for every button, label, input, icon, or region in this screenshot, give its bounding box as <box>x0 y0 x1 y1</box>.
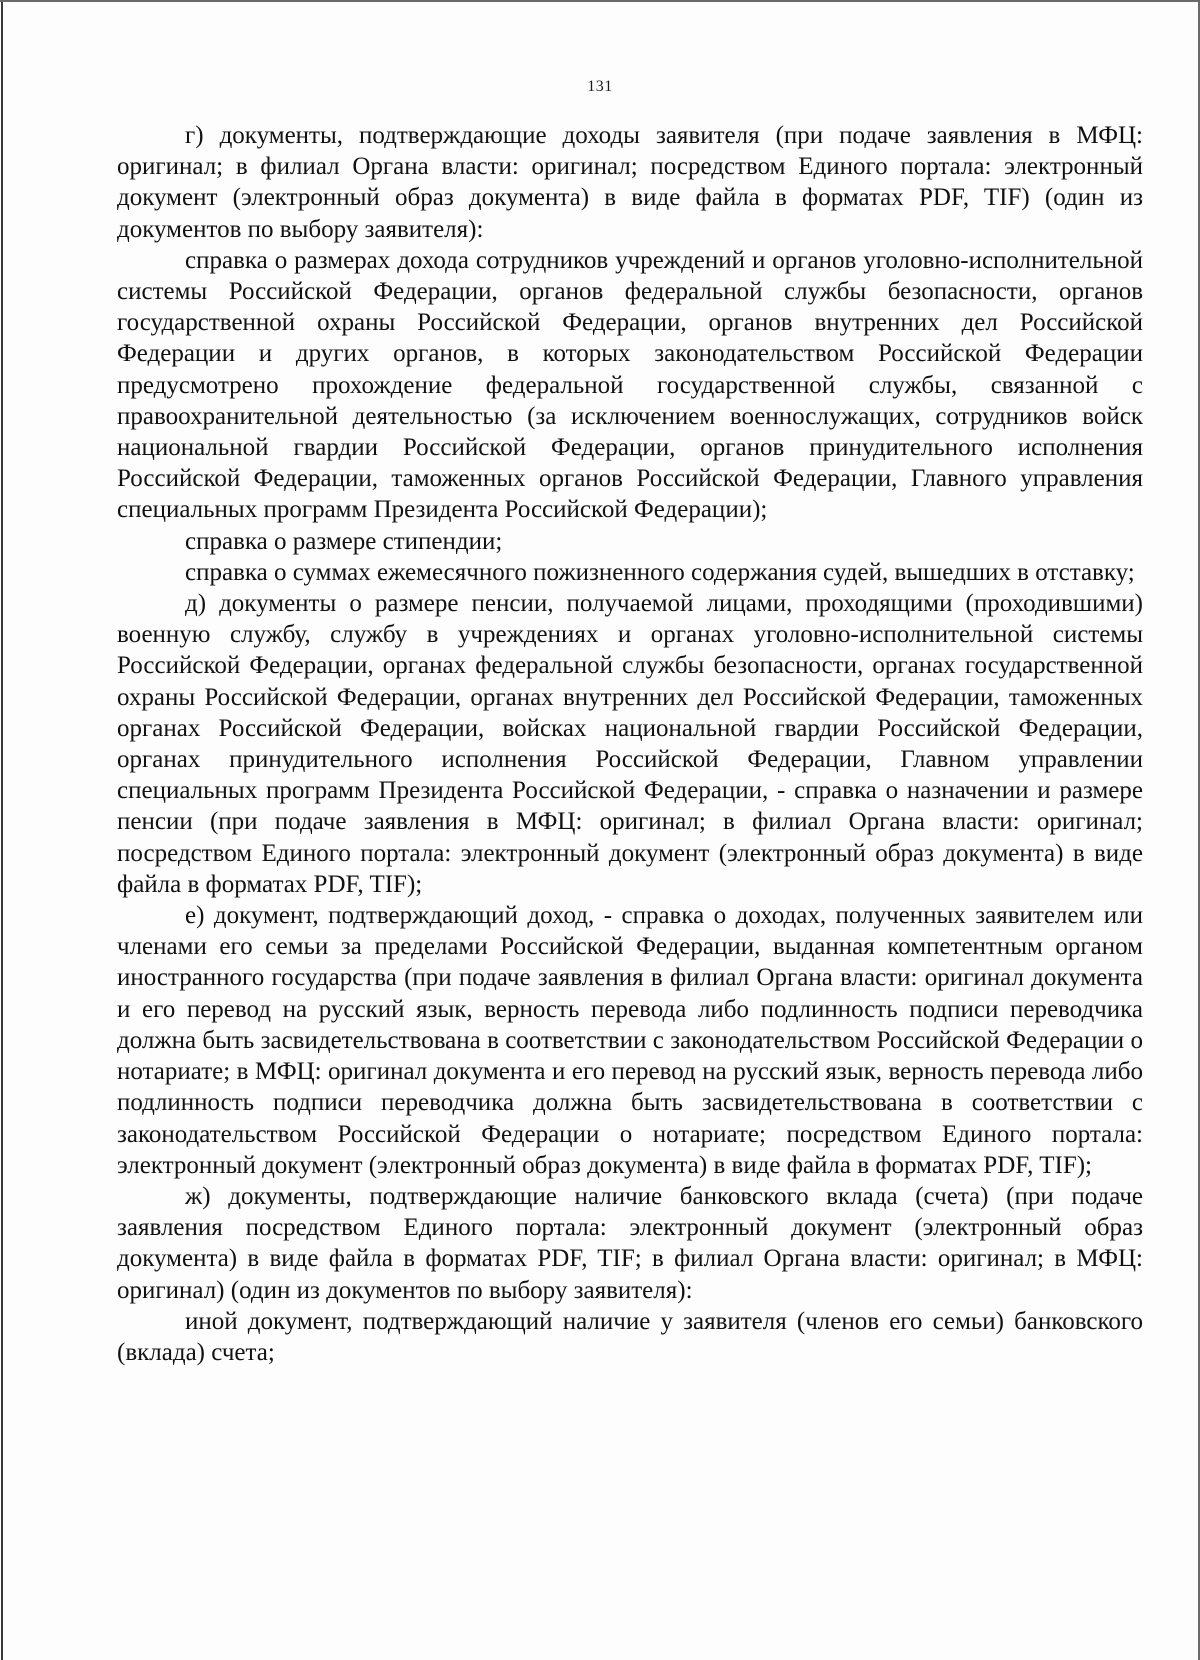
page-number: 131 <box>587 78 613 95</box>
paragraph-other-document: иной документ, подтверждающий наличие у заявителя (членов его семьи) банковского (вклада) счета; <box>117 1307 1143 1366</box>
scan-edge-top <box>0 0 1200 2</box>
paragraph-g: г) документы, подтверждающие доходы заявителя (при подаче заявления в МФЦ: оригинал; в филиал Органа власти: оригинал; посредством Единого портала: электронный документ (электронный образ документа) в виде файла в форматах PDF, TIF) (один из документов по выбору заявителя): <box>117 122 1143 243</box>
paragraph-judges-allowance: справка о суммах ежемесячного пожизненного содержания судей, вышедших в отставку; <box>185 558 1135 586</box>
paragraph-income-certificate: справка о размерах дохода сотрудников учреждений и органов уголовно-исполнительной системы Российской Федерации, органов федеральной службы безопасности, органов государственной охраны Российской Федерации, органов внутренних дел Российской Федерации и других органов, в которых законодательством Российской Федерации предусмотрено прохождение федеральной государственной службы, связанной с правоохранительной деятельностью (за исключением военнослужащих, сотрудников войск национальной гвардии Российской Федерации, органов принудительного исполнения Российской Федерации, таможенных органов Российской Федерации, Главного управления специальных программ Президента Российской Федерации); <box>117 246 1143 524</box>
paragraph-d: д) документы о размере пенсии, получаемой лицами, проходящими (проходившими) военную службу, службу в учреждениях и органах уголовно-исполнительной системы Российской Федерации, органах федеральной службы безопасности, органах государственной охраны Российской Федерации, органах внутренних дел Российской Федерации, таможенных органах Российской Федерации, войсках национальной гвардии Российской Федерации, органах принудительного исполнения Российской Федерации, Главном управлении специальных программ Президента Российской Федерации, - справка о назначении и размере пенсии (при подаче заявления в МФЦ: оригинал; в филиал Органа власти: оригинал; посредством Единого портала: электронный документ (электронный образ документа) в виде файла в форматах PDF, TIF); <box>117 590 1143 898</box>
paragraph-e: е) документ, подтверждающий доход, - справка о доходах, полученных заявителем или членами его семьи за пределами Российской Федерации, выданная компетентным органом иностранного государства (при подаче заявления в филиал Органа власти: оригинал документа и его перевод на русский язык, верность перевода либо подлинность подписи переводчика должна быть засвидетельствована в соответствии с законодательством Российской Федерации о нотариате; в МФЦ: оригинал документа и его перевод на русский язык, верность перевода либо подлинность подписи переводчика должна быть засвидетельствована в соответствии с законодательством Российской Федерации о нотариате; посредством Единого портала: электронный документ (электронный образ документа) в виде файла в форматах PDF, TIF); <box>117 902 1143 1179</box>
paragraph-stipend: справка о размере стипендии; <box>185 527 503 555</box>
document-body <box>117 120 1143 1368</box>
scan-edge-left <box>1 0 3 1660</box>
paragraph-zh: ж) документы, подтверждающие наличие банковского вклада (счета) (при подаче заявления посредством Единого портала: электронный документ (электронный образ документа) в виде файла в форматах PDF, TIF; в филиал Органа власти: оригинал; в МФЦ: оригинал) (один из документов по выбору заявителя): <box>117 1182 1143 1304</box>
